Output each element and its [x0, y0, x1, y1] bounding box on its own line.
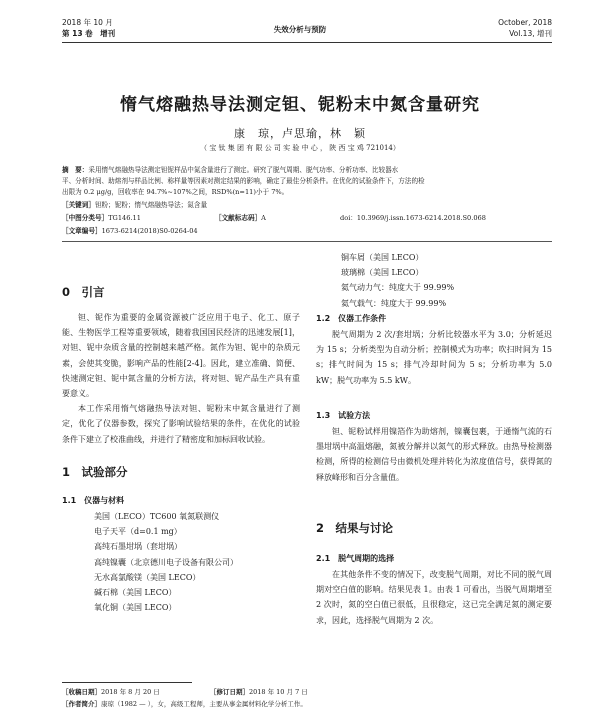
subsection-conditions-heading: 1.2 仪器工作条件 — [316, 314, 387, 323]
material-item: 碱石棉（美国 LECO） — [94, 588, 177, 598]
header-column: 失效分析与预防 — [273, 25, 327, 34]
doi: doi：10.3969/j.issn.1673-6214.2018.S0.068 — [340, 214, 486, 222]
abstract-label: 摘 要： — [62, 166, 89, 174]
material-item: 高纯石墨坩埚（套坩埚） — [94, 542, 182, 552]
material-item: 高纯镍囊（北京德川电子设备有限公司） — [94, 557, 238, 567]
intro-paragraph-1: 钽、铌作为重要的金属资源被广泛应用于电子、化工、原子能、生物医学工程等重要领域，随着我国国民经济的迅速发展[1]，对钽、铌中杂质含量的控制越来越严格。氮作为钽、铌中的杂质元素，会使其变脆，影响产品的性能[2-4]。因此，建立准确、简便、快速测定钽、铌中氮含量的分析方法，将对钽、铌产品生产具有重要意义。 — [62, 313, 300, 399]
materials-list-left — [94, 509, 304, 615]
material-item: 美国（LECO）TC600 氧氮联测仪 — [94, 512, 220, 521]
abstract-rule — [62, 241, 552, 242]
abstract-line-3: 出限为 0.2 μg/g，回收率在 94.7%~107%之间，RSD%(n=11)小于 7%。 — [62, 188, 289, 196]
material-item: 氧化铜（美国 LECO） — [94, 603, 177, 613]
material-item: 玻璃棉（美国 LECO） — [341, 268, 424, 278]
materials-list-right — [341, 250, 551, 311]
material-item: 无水高氯酸镁（美国 LECO） — [94, 572, 201, 582]
page-title: 惰气熔融热导法测定钽、铌粉末中氮含量研究 — [120, 95, 480, 115]
revised-date: ［修订日期］2018 年 10 月 7 日 — [210, 688, 308, 696]
material-item: 电子天平（d=0.1 mg） — [94, 527, 182, 537]
section-introduction-heading: 0 引言 — [62, 285, 105, 299]
subsection-method-heading: 1.3 试验方法 — [316, 411, 371, 420]
header-volume-cn: 第 13 卷 增刊 — [62, 29, 116, 38]
header-rule — [62, 42, 552, 43]
abstract-line-1: 摘 要：采用惰气熔融热导法测定钽铌样品中氮含量进行了测定。研究了脱气周期、脱气功率、分析功率、比较器水 — [62, 166, 399, 174]
method-paragraph: 钽、铌粉试样用镍箔作为助熔剂，镍囊包裹，于通惰气流的石墨坩埚中高温熔融，氮被分解并以氮气的形式释放。由热导检测器检测，所得的检测信号由微机处理并转化为浓度值信号，获得氮的释放峰形和百分含量值。 — [316, 427, 552, 482]
abstract-line-2: 平、分析时间、助熔剂与样品比例、称样量等因素对测定结果的影响，确定了最佳分析条件。在优化的试验条件下，方法的检 — [62, 177, 425, 185]
subsection-degas-heading: 2.1 脱气周期的选择 — [316, 554, 395, 563]
section-results-heading: 2 结果与讨论 — [316, 521, 394, 535]
abstract — [62, 165, 550, 198]
material-item: 氦气动力气：纯度大于 99.99% — [341, 283, 455, 293]
header-volume-en: Vol.13, 增刊 — [509, 29, 552, 38]
material-item: 氦气载气：纯度大于 99.99% — [341, 298, 447, 308]
author-bio: ［作者简介］康琼（1982 — ），女，高级工程师，主要从事金属材料化学分析工作。 — [62, 700, 307, 708]
subsection-instruments-heading: 1.1 仪器与材料 — [62, 496, 125, 505]
authors: 康 琼，卢思瑜，林 颖 — [234, 127, 366, 140]
method-body — [316, 424, 552, 485]
results-paragraph: 在其他条件不变的情况下，改变脱气周期，对比不同的脱气周期对空白值的影响。结果见表 1。由表 1 可看出，当脱气周期增至 2 次时，氮的空白值已很低，且很稳定，这已完全满足氮的测定要求，因此，选择脱气周期为 2 次。 — [316, 570, 552, 625]
introduction-body — [62, 310, 300, 447]
article-number: ［文章编号］1673-6214(2018)S0-0264-04 — [62, 227, 198, 235]
header-date-en: October, 2018 — [498, 18, 552, 27]
material-item: 铜车屑（美国 LECO） — [341, 253, 424, 262]
footnote-rule — [62, 682, 192, 683]
conditions-body — [316, 327, 552, 388]
clc: ［中图分类号］TG146.11 — [62, 214, 141, 222]
received-date: ［收稿日期］2018 年 8 月 20 日 — [62, 688, 160, 696]
header-date-cn: 2018 年 10 月 — [62, 18, 113, 27]
intro-paragraph-2: 本工作采用惰气熔融热导法对钽、铌粉末中氮含量进行了测定，优化了仪器参数，探究了影响试验结果的条件，在优化的试验条件下建立了校准曲线，并进行了精密度和加标回收试验。 — [62, 404, 300, 444]
doc-code: ［文献标志码］A — [215, 214, 266, 222]
affiliation: （ 宝 钛 集 团 有 限 公 司 实 验 中 心 ， 陕 西 宝 鸡 721014） — [200, 144, 400, 152]
conditions-paragraph: 脱气周期为 2 次/套坩埚；分析比较器水平为 3.0；分析延迟为 15 s；分析类型为自动分析；控制模式为功率；吹扫时间为 15 s；排气时间为 15 s；排气冷却时间为 5 s；分析功率为 5.0 kW；脱气功率为 5.5 kW。 — [316, 330, 552, 385]
keywords: ［关键词］钽粉；铌粉；惰气熔融热导法；氮含量 — [62, 201, 208, 209]
section-experiment-heading: 1 试验部分 — [62, 465, 128, 479]
results-body — [316, 567, 552, 628]
